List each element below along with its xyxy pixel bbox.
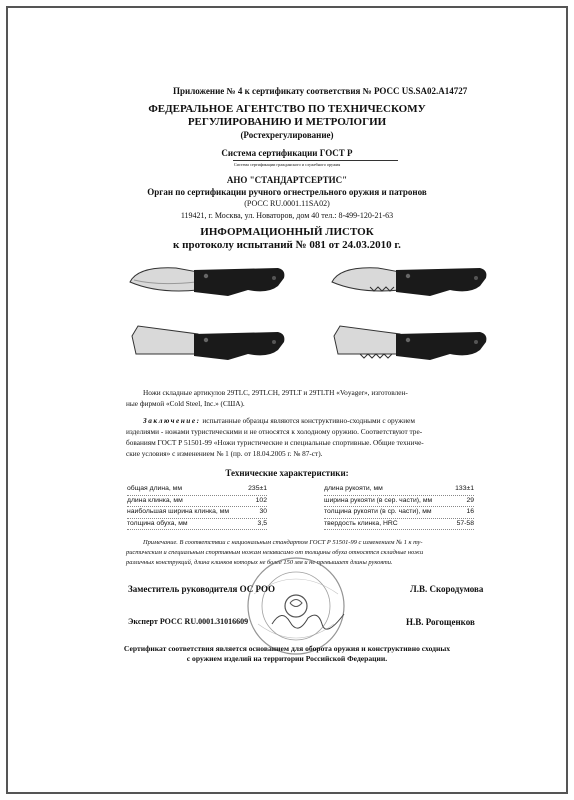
org-name: АНО "СТАНДАРТСЕРТИС"	[226, 175, 348, 185]
handwritten-signature	[270, 604, 350, 639]
intro-line-1: Ножи складные артикулов 29TLC, 29TLCH, 29TLT и 29TLTH «Voyager», изготовлен-	[143, 388, 408, 397]
appendix-line: Приложение № 4 к сертификату соответствия № РОСС US.SA02.A14727	[173, 86, 468, 96]
expert-title: Эксперт РОСС RU.0001.31016609	[128, 617, 249, 626]
expert-name: Н.В. Рогощенков	[406, 617, 475, 627]
spec-row: твердость клинка, HRC 57-58	[324, 519, 474, 531]
spec-row: длина клинка, мм 102	[127, 496, 267, 508]
system-underline	[233, 160, 398, 161]
conclusion-text-1: испытанные образцы являются конструктивно-сходными с оружием	[200, 416, 415, 425]
specs-heading: Технические характеристики:	[225, 468, 349, 478]
agency-short-name: (Ростехрегулирование)	[240, 130, 334, 140]
deputy-title: Заместитель руководителя ОС РОО	[128, 584, 275, 594]
org-body: Орган по сертификации ручного огнестрельного оружия и патронов	[147, 187, 427, 197]
agency-line-2: РЕГУЛИРОВАНИЮ И МЕТРОЛОГИИ	[187, 116, 387, 128]
conclusion-line-2: изделиями - ножами туристическими и не относятся к холодному оружию. Соответствуют тре-	[126, 427, 423, 436]
agency-line-1: ФЕДЕРАЛЬНОЕ АГЕНТСТВО ПО ТЕХНИЧЕСКОМУ	[148, 103, 426, 115]
document-page	[6, 6, 568, 794]
spec-row: толщина обуха, мм 3,5	[127, 519, 267, 531]
specs-left-column	[127, 484, 267, 530]
knife-image-29tlch	[330, 260, 490, 302]
knife-image-29tlt	[128, 324, 288, 366]
conclusion-line-3: бованиям ГОСТ Р 51501-99 «Ножи туристические и специальные спортивные. Общие техниче-	[126, 438, 424, 447]
intro-line-2: ные фирмой «Cold Steel, Inc.» (США).	[126, 399, 245, 408]
org-registration: (РОСС RU.0001.11SA02)	[244, 199, 330, 208]
spec-row: ширина рукояти (в сер. части), мм 29	[324, 496, 474, 508]
conclusion-line-1	[143, 416, 415, 425]
protocol-reference: к протоколу испытаний № 081 от 24.03.2010 г.	[173, 239, 401, 251]
conclusion-line-4: ские условия» с изменением № 1 (пр. от 18.04.2005 г. № 87-ст).	[126, 449, 323, 458]
org-address: 119421, г. Москва, ул. Новаторов, дом 40 тел.: 8-499-120-21-63	[180, 211, 394, 220]
note-line-3: различных конструкций, длина клинков которых не более 150 мм и не превышает длины рукояти.	[126, 559, 393, 566]
certification-system-sub: Система сертификации гражданского и служебного оружия	[233, 162, 341, 167]
deputy-name: Л.В. Скородумова	[410, 584, 484, 594]
footer-line-1: Сертификат соответствия является основанием для оборота оружия и конструктивно сходных	[123, 644, 451, 653]
spec-row: толщина рукояти (в ср. части), мм 16	[324, 507, 474, 519]
spec-row: наибольшая ширина клинка, мм 30	[127, 507, 267, 519]
conclusion-label: Заключение:	[143, 416, 201, 425]
knife-image-29tlth	[330, 324, 490, 366]
spec-row: общая длина, мм 235±1	[127, 484, 267, 496]
knife-image-29tlc	[128, 260, 288, 302]
note-line-2: ристическим и специальным спортивным ножам независимо от толщины обуха относятся складные ножи	[126, 549, 424, 556]
note-line-1: Примечание. В соответствии с национальным стандартом ГОСТ Р 51501-99 с изменением № 1 к ту-	[143, 539, 423, 546]
spec-row: длина рукояти, мм 133±1	[324, 484, 474, 496]
footer-line-2: с оружием изделий на территории Российской Федерации.	[186, 654, 388, 663]
certification-system: Система сертификации ГОСТ Р	[221, 148, 353, 158]
specs-right-column	[324, 484, 474, 530]
sheet-title: ИНФОРМАЦИОННЫЙ ЛИСТОК	[200, 226, 374, 238]
